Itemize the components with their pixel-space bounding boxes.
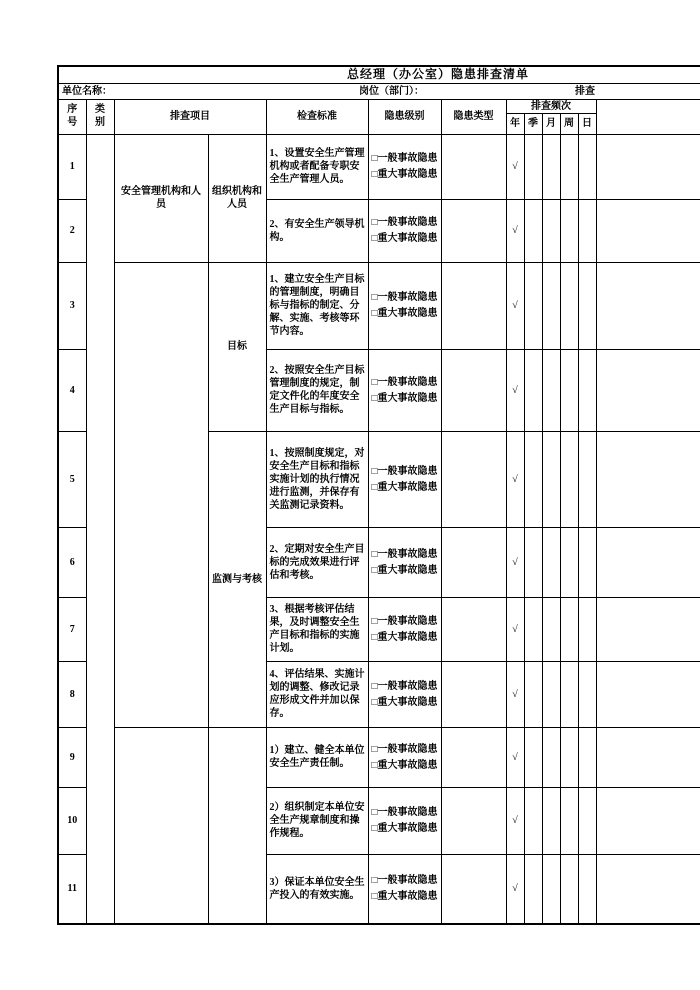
extra-cell [596, 787, 700, 854]
checkbox-major-hazard[interactable]: □重大事故隐患 [371, 891, 438, 903]
freq-week-cell [560, 431, 578, 527]
freq-week-cell [560, 661, 578, 727]
hazard-level-cell [368, 597, 441, 661]
freq-year-cell: √ [506, 134, 524, 199]
freq-month-cell [542, 134, 560, 199]
freq-year-cell: √ [506, 661, 524, 727]
hazard-type-cell [441, 199, 506, 262]
table-row [58, 727, 700, 787]
freq-year-cell: √ [506, 787, 524, 854]
title-row [58, 66, 700, 83]
header-extra [596, 99, 700, 134]
extra-cell [596, 134, 700, 199]
freq-quarter-cell [524, 349, 542, 431]
freq-quarter-cell [524, 854, 542, 924]
header-freq-day: 日 [578, 113, 596, 134]
checkbox-general-hazard[interactable]: □一般事故隐患 [371, 743, 438, 755]
checkbox-major-hazard[interactable]: □重大事故隐患 [371, 564, 438, 576]
checkbox-major-hazard[interactable]: □重大事故隐患 [371, 481, 438, 493]
hazard-type-cell [441, 349, 506, 431]
freq-day-cell [578, 262, 596, 349]
header-standard: 检查标准 [266, 99, 368, 134]
standard-cell: 1、设置安全生产管理机构或者配备专职安全生产管理人员。 [266, 134, 368, 199]
checkbox-major-hazard[interactable]: □重大事故隐患 [371, 392, 438, 404]
hazard-level-cell [368, 787, 441, 854]
hazard-type-cell [441, 527, 506, 597]
freq-month-cell [542, 597, 560, 661]
row-number: 9 [58, 727, 86, 787]
hazard-level-cell [368, 854, 441, 924]
freq-week-cell [560, 527, 578, 597]
department-label: 岗位（部门）： [359, 85, 424, 97]
checkbox-major-hazard[interactable]: □重大事故隐患 [371, 631, 438, 643]
hazard-level-cell [368, 431, 441, 527]
freq-year-cell: √ [506, 199, 524, 262]
hazard-type-cell [441, 661, 506, 727]
checkbox-general-hazard[interactable]: □一般事故隐患 [371, 217, 438, 229]
freq-quarter-cell [524, 134, 542, 199]
checkbox-major-hazard[interactable]: □重大事故隐患 [371, 823, 438, 835]
checkbox-general-hazard[interactable]: □一般事故隐患 [371, 548, 438, 560]
standard-cell: 2）组织制定本单位安全生产规章制度和操作规程。 [266, 787, 368, 854]
freq-month-cell [542, 854, 560, 924]
freq-quarter-cell [524, 199, 542, 262]
freq-day-cell [578, 727, 596, 787]
standard-cell: 4、评估结果、实施计划的调整、修改记录应形成文件并加以保存。 [266, 661, 368, 727]
header-freq-month: 月 [542, 113, 560, 134]
freq-year-cell: √ [506, 597, 524, 661]
project-group-cell [114, 727, 208, 924]
freq-week-cell [560, 262, 578, 349]
hazard-type-cell [441, 431, 506, 527]
hazard-level-cell [368, 199, 441, 262]
standard-cell: 1、按照制度规定，对安全生产目标和指标实施计划的执行情况进行监测，并保存有关监测记录资料。 [266, 431, 368, 527]
header-freq-quarter: 季 [524, 113, 542, 134]
header-seq-label: 序号 [67, 104, 78, 128]
row-number: 4 [58, 349, 86, 431]
freq-day-cell [578, 854, 596, 924]
checkbox-general-hazard[interactable]: □一般事故隐患 [371, 376, 438, 388]
checkbox-general-hazard[interactable]: □一般事故隐患 [371, 807, 438, 819]
hazard-type-cell [441, 787, 506, 854]
freq-quarter-cell [524, 262, 542, 349]
header-frequency: 排查频次 [506, 99, 596, 113]
freq-month-cell [542, 787, 560, 854]
project-sub-cell: 监测与考核 [208, 431, 266, 727]
freq-quarter-cell [524, 661, 542, 727]
table-row [58, 134, 700, 199]
header-project: 排查项目 [114, 99, 266, 134]
hazard-level-cell [368, 134, 441, 199]
freq-month-cell [542, 349, 560, 431]
freq-week-cell [560, 854, 578, 924]
checkbox-general-hazard[interactable]: □一般事故隐患 [371, 292, 438, 304]
freq-day-cell [578, 787, 596, 854]
freq-year-cell: √ [506, 854, 524, 924]
freq-quarter-cell [524, 727, 542, 787]
info-row [58, 83, 700, 99]
freq-day-cell [578, 199, 596, 262]
header-category-label: 类别 [95, 104, 105, 128]
extra-cell [596, 854, 700, 924]
header-row-1 [58, 99, 700, 113]
freq-month-cell [542, 527, 560, 597]
header-category [86, 99, 114, 134]
hazard-type-cell [441, 262, 506, 349]
checkbox-major-hazard[interactable]: □重大事故隐患 [371, 169, 438, 181]
extra-cell [596, 262, 700, 349]
freq-day-cell [578, 431, 596, 527]
row-number: 2 [58, 199, 86, 262]
inspection-label: 排查 [575, 85, 595, 97]
freq-year-cell: √ [506, 431, 524, 527]
unit-name-label: 单位名称： [62, 85, 112, 97]
freq-week-cell [560, 787, 578, 854]
freq-year-cell: √ [506, 727, 524, 787]
freq-quarter-cell [524, 597, 542, 661]
checkbox-major-hazard[interactable]: □重大事故隐患 [371, 233, 438, 245]
freq-quarter-cell [524, 787, 542, 854]
hazard-type-cell [441, 597, 506, 661]
row-number: 7 [58, 597, 86, 661]
freq-week-cell [560, 597, 578, 661]
hazard-checklist-table [57, 65, 700, 925]
checkbox-general-hazard[interactable]: □一般事故隐患 [371, 615, 438, 627]
project-sub-cell [208, 727, 266, 924]
freq-year-cell: √ [506, 262, 524, 349]
extra-cell [596, 597, 700, 661]
freq-quarter-cell [524, 527, 542, 597]
extra-cell [596, 527, 700, 597]
checkbox-general-hazard[interactable]: □一般事故隐患 [371, 465, 438, 477]
header-type: 隐患类型 [441, 99, 506, 134]
freq-month-cell [542, 199, 560, 262]
category-cell [86, 134, 114, 924]
extra-cell [596, 727, 700, 787]
header-level: 隐患级别 [368, 99, 441, 134]
project-sub-cell: 目标 [208, 262, 266, 431]
header-freq-year: 年 [506, 113, 524, 134]
freq-month-cell [542, 727, 560, 787]
info-cell [58, 83, 700, 99]
freq-week-cell [560, 134, 578, 199]
hazard-level-cell [368, 727, 441, 787]
extra-cell [596, 349, 700, 431]
hazard-level-cell [368, 349, 441, 431]
freq-day-cell [578, 597, 596, 661]
page-title: 总经理（办公室）隐患排查清单 [58, 66, 700, 83]
row-number: 1 [58, 134, 86, 199]
standard-cell: 1）建立、健全本单位安全生产责任制。 [266, 727, 368, 787]
project-sub-cell: 组织机构和人员 [208, 134, 266, 262]
freq-year-cell: √ [506, 349, 524, 431]
standard-cell: 2、定期对安全生产目标的完成效果进行评估和考核。 [266, 527, 368, 597]
freq-year-cell: √ [506, 527, 524, 597]
checkbox-major-hazard[interactable]: □重大事故隐患 [371, 696, 438, 708]
freq-day-cell [578, 527, 596, 597]
checkbox-major-hazard[interactable]: □重大事故隐患 [371, 759, 438, 771]
standard-cell: 2、有安全生产领导机构。 [266, 199, 368, 262]
freq-month-cell [542, 262, 560, 349]
standard-cell: 3、根据考核评估结果，及时调整安全生产目标和指标的实施计划。 [266, 597, 368, 661]
row-number: 11 [58, 854, 86, 924]
table-row [58, 262, 700, 349]
freq-quarter-cell [524, 431, 542, 527]
hazard-level-cell [368, 262, 441, 349]
hazard-type-cell [441, 134, 506, 199]
standard-cell: 1、建立安全生产目标的管理制度，明确目标与指标的制定、分解、实施、考核等环节内容。 [266, 262, 368, 349]
freq-week-cell [560, 199, 578, 262]
freq-day-cell [578, 349, 596, 431]
standard-cell: 2、按照安全生产目标管理制度的规定，制定文件化的年度安全生产目标与指标。 [266, 349, 368, 431]
freq-day-cell [578, 134, 596, 199]
freq-month-cell [542, 661, 560, 727]
freq-week-cell [560, 727, 578, 787]
header-seq [58, 99, 86, 134]
extra-cell [596, 431, 700, 527]
checkbox-general-hazard[interactable]: □一般事故隐患 [371, 153, 438, 165]
project-group-cell: 安全管理机构和人员 [114, 134, 208, 262]
header-freq-week: 周 [560, 113, 578, 134]
extra-cell [596, 661, 700, 727]
checkbox-general-hazard[interactable]: □一般事故隐患 [371, 875, 438, 887]
checkbox-major-hazard[interactable]: □重大事故隐患 [371, 308, 438, 320]
checkbox-general-hazard[interactable]: □一般事故隐患 [371, 680, 438, 692]
hazard-level-cell [368, 661, 441, 727]
project-group-cell [114, 262, 208, 727]
hazard-type-cell [441, 854, 506, 924]
row-number: 5 [58, 431, 86, 527]
row-number: 6 [58, 527, 86, 597]
freq-day-cell [578, 661, 596, 727]
row-number: 10 [58, 787, 86, 854]
row-number: 8 [58, 661, 86, 727]
standard-cell: 3）保证本单位安全生产投入的有效实施。 [266, 854, 368, 924]
freq-month-cell [542, 431, 560, 527]
freq-week-cell [560, 349, 578, 431]
extra-cell [596, 199, 700, 262]
hazard-level-cell [368, 527, 441, 597]
row-number: 3 [58, 262, 86, 349]
hazard-type-cell [441, 727, 506, 787]
